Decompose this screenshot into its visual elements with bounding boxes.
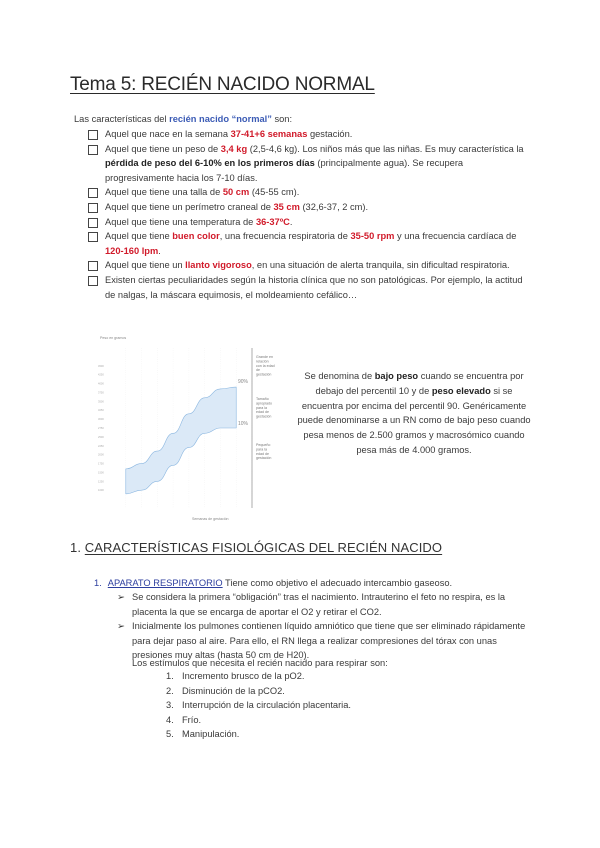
- checklist-item: [88, 127, 528, 142]
- y-tick-label: 4500: [98, 364, 104, 368]
- y-tick-label: 1750: [98, 462, 104, 466]
- checklist-text-part: 3,4 kg: [220, 143, 248, 154]
- stimulus-item: [166, 727, 351, 742]
- checklist-text-part: Aquel que tiene un perímetro craneal de: [105, 201, 274, 212]
- subsection-name: APARATO RESPIRATORIO: [107, 578, 223, 588]
- growth-chart: [92, 328, 288, 524]
- note-text-part: cuando se encuentra por debajo del percentil 10 y de: [315, 371, 524, 396]
- stimulus-text: Frío.: [182, 714, 202, 725]
- checkbox-icon[interactable]: [88, 130, 98, 140]
- subsection-desc: Tiene como objetivo el adecuado intercambio gaseoso.: [222, 578, 453, 588]
- characteristics-checklist: [88, 127, 528, 302]
- y-tick-labels: [98, 364, 104, 492]
- checkbox-icon[interactable]: [88, 232, 98, 242]
- arrow-text: Se considera la primera “obligación” tras el nacimiento. Intrauterino el feto no respira, es la placenta la que se encarga de aportar el O2 y retirar el CO2.: [132, 592, 506, 617]
- checkbox-icon[interactable]: [88, 261, 98, 271]
- stimulus-number: 4.: [166, 714, 174, 725]
- checklist-text-part: Existen ciertas peculiaridades según la historia clínica que no son patológicas. Por ejemplo, la actitud de nalgas, la máscara equimosis, el moldeamiento cefálico…: [105, 274, 523, 300]
- checkbox-icon[interactable]: [88, 203, 98, 213]
- stimulus-item: [166, 684, 351, 699]
- checkbox-icon[interactable]: [88, 188, 98, 198]
- x-axis-label: Semanas de gestación: [192, 517, 229, 521]
- stimulus-text: Disminución de la pCO2.: [182, 685, 285, 696]
- checklist-text-part: Aquel que tiene una temperatura de: [105, 216, 256, 227]
- note-text-part: peso elevado: [431, 385, 491, 396]
- subsection-heading: [94, 576, 452, 591]
- stimulus-text: Incremento brusco de la pO2.: [182, 671, 305, 681]
- checklist-text-part: llanto vigoroso: [185, 260, 252, 271]
- section-heading: [70, 540, 442, 555]
- page-title: Tema 5: RECIÉN NACIDO NORMAL: [70, 74, 375, 95]
- percent-label-10: 10%: [238, 421, 249, 427]
- band-label: Pequeño para la edad de gestación: [256, 443, 272, 461]
- stimulus-number: 1.: [166, 671, 174, 681]
- stimulus-text: Interrupción de la circulación placentaria.: [182, 700, 351, 711]
- section-title: CARACTERÍSTICAS FISIOLÓGICAS DEL RECIÉN NACIDO: [84, 540, 443, 555]
- checklist-text-part: , una frecuencia respiratoria de: [219, 231, 351, 242]
- checklist-item: [88, 215, 528, 230]
- checklist-item: [88, 185, 528, 200]
- checklist-item: [88, 258, 528, 273]
- checklist-text-part: Aquel que tiene: [105, 231, 173, 242]
- y-tick-label: 3000: [98, 418, 104, 422]
- checklist-text-part: 120-160 lpm: [105, 245, 159, 256]
- y-tick-label: 2750: [98, 427, 104, 430]
- weight-percentile-note: [296, 369, 532, 458]
- band-label: Tamaño apropiado para la edad de gestación: [256, 397, 272, 419]
- checklist-text-part: .: [289, 216, 293, 227]
- stimulus-number: 3.: [166, 700, 174, 711]
- checklist-text-part: pérdida de peso del 6-10% en los primeros días: [105, 158, 315, 169]
- intro-text: [74, 112, 292, 127]
- checklist-text-part: Aquel que tiene un: [105, 260, 186, 271]
- y-tick-label: 1250: [98, 480, 104, 484]
- y-tick-label: 2250: [98, 444, 104, 448]
- arrow-item: [117, 590, 532, 619]
- y-tick-label: 4000: [98, 382, 104, 386]
- section-number: 1.: [70, 540, 82, 555]
- checklist-text-part: y una frecuencia cardíaca de: [394, 231, 517, 242]
- checklist-text-part: 50 cm: [222, 187, 250, 198]
- checkbox-icon[interactable]: [88, 218, 98, 228]
- stimulus-text: Manipulación.: [182, 729, 240, 740]
- arrow-bullet-icon: ➢: [117, 592, 125, 602]
- chart-title: Peso en gramos: [100, 336, 127, 340]
- percentile-band: [126, 387, 236, 494]
- percent-label-90: 90%: [238, 379, 249, 385]
- checklist-text-part: 36-37ºC: [255, 216, 290, 227]
- intro-post: son:: [271, 114, 293, 124]
- arrow-text: Inicialmente los pulmones contienen líquido amniótico que tiene que ser eliminado rápidamente para dejar paso al aire. Para ello, el RN llega a realizar compresiones del tórax con unas presiones muy altas (hasta 50 cm de H20).: [132, 621, 526, 661]
- checklist-text-part: (principalmente agua). Se recupera progresivamente hacia los 7-10 días.: [105, 158, 464, 183]
- checklist-text-part: gestación.: [307, 129, 353, 139]
- checklist-text-part: .: [158, 245, 161, 256]
- stimulus-item: [166, 698, 351, 713]
- y-tick-label: 4250: [98, 373, 104, 377]
- y-tick-label: 2500: [98, 435, 104, 439]
- checklist-item: [88, 142, 528, 186]
- checklist-item: [88, 200, 528, 215]
- band-labels: [256, 355, 275, 460]
- intro-pre: Las características del: [74, 114, 170, 124]
- intro-highlight: recién nacido “normal”: [169, 114, 272, 124]
- y-tick-label: 3500: [98, 400, 104, 404]
- checklist-text-part: (45-55 cm).: [249, 187, 300, 198]
- y-tick-label: 1000: [98, 489, 104, 493]
- stimuli-intro: Los estímulos que necesita el recién nacido para respirar son:: [132, 658, 388, 668]
- note-text-part: Se denomina de: [304, 371, 375, 381]
- checklist-text-part: Aquel que tiene una talla de: [105, 187, 223, 198]
- stimulus-number: 5.: [166, 729, 174, 740]
- y-tick-label: 3250: [98, 409, 104, 413]
- checklist-text-part: (32,6-37, 2 cm).: [299, 201, 369, 212]
- subsection-number: 1.: [94, 578, 102, 588]
- stimulus-number: 2.: [166, 685, 174, 696]
- y-tick-label: 1500: [98, 471, 104, 475]
- checklist-text-part: , en una situación de alerta tranquila, sin dificultad respiratoria.: [251, 260, 510, 271]
- checkbox-icon[interactable]: [88, 145, 98, 155]
- note-text-part: bajo peso: [374, 371, 419, 381]
- checklist-text-part: Aquel que nace en la semana: [105, 129, 231, 139]
- y-tick-label: 2000: [98, 453, 104, 457]
- arrow-bullet-icon: ➢: [117, 621, 125, 631]
- checklist-text-part: 37-41+6 semanas: [230, 129, 308, 139]
- checklist-text-part: 35-50 rpm: [350, 231, 395, 242]
- checklist-item: [88, 273, 528, 302]
- stimulus-item: [166, 669, 351, 684]
- stimuli-list: [166, 669, 351, 742]
- checkbox-icon[interactable]: [88, 276, 98, 286]
- checklist-text-part: Aquel que tiene un peso de: [105, 143, 221, 154]
- checklist-text-part: 35 cm: [273, 201, 300, 212]
- band-label: Grande en relación con la edad de gestación: [256, 355, 275, 377]
- y-tick-label: 3750: [98, 391, 104, 395]
- checklist-item: [88, 229, 528, 258]
- checklist-text-part: buen color: [172, 231, 220, 242]
- checklist-text-part: (2,5-4,6 kg). Los niños más que las niñas. Es muy característica la: [247, 143, 524, 154]
- note-text-part: si se encuentra por encima del percentil 90. Genéricamente puede denominarse a un RN como de bajo peso cuando pesa menos de 2.500 gramos y macrosómico cuando pesa más de 4.000 gramos.: [297, 385, 531, 455]
- stimulus-item: [166, 713, 351, 728]
